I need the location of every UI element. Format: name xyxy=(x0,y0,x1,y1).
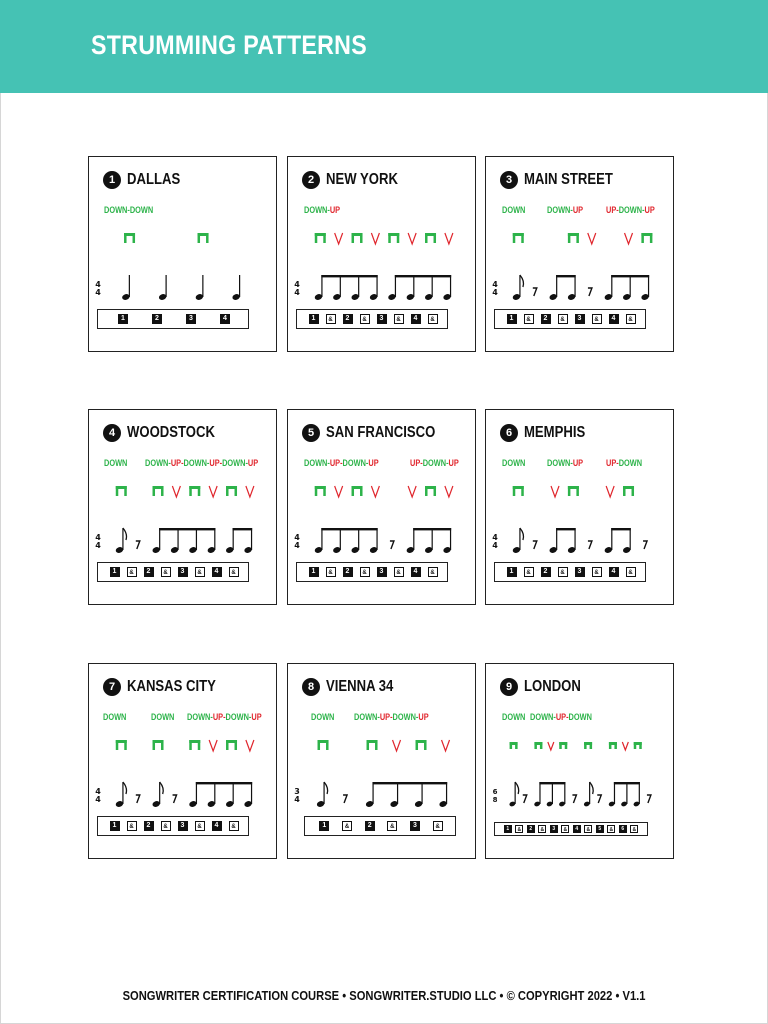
down-strum-icon xyxy=(425,233,436,243)
strum-label xyxy=(304,205,340,215)
count-beat-box: 2 xyxy=(144,821,154,831)
card-header xyxy=(500,422,599,444)
count-beat-box: 3 xyxy=(377,567,387,577)
down-strum-icon xyxy=(584,742,592,749)
count-and-box: & xyxy=(326,314,336,324)
eighth-rest xyxy=(588,541,592,549)
count-beat-box: 2 xyxy=(527,825,535,833)
up-label-part: UP- xyxy=(410,458,423,468)
time-sig-bottom: 4 xyxy=(95,541,101,550)
page-footer xyxy=(0,988,768,1003)
strum-notation xyxy=(89,732,278,822)
up-label-part: UP xyxy=(418,712,429,722)
strum-label xyxy=(547,205,583,215)
up-strum-icon xyxy=(393,740,401,751)
down-strum-icon xyxy=(153,486,164,496)
up-strum-icon xyxy=(445,486,453,497)
count-beat-box: 2 xyxy=(343,567,353,577)
count-beat-box: 5 xyxy=(596,825,604,833)
up-strum-icon xyxy=(371,233,379,244)
strum-label xyxy=(606,205,655,215)
count-beat-box: 1 xyxy=(118,314,128,324)
count-and-box: & xyxy=(195,567,205,577)
up-label-part: UP xyxy=(329,205,341,215)
down-strum-icon xyxy=(634,742,642,749)
strum-notation xyxy=(89,225,278,315)
count-beat-box: 2 xyxy=(365,821,375,831)
down-strum-icon xyxy=(425,486,436,496)
count-beat-box: 3 xyxy=(410,821,420,831)
up-label-part: UP xyxy=(251,712,262,722)
pattern-number-badge: 2 xyxy=(302,171,320,189)
down-strum-icon xyxy=(226,486,237,496)
pattern-number-badge: 6 xyxy=(500,424,518,442)
pattern-title: MAIN STREET xyxy=(524,171,613,188)
beam xyxy=(413,528,451,530)
down-strum-icon xyxy=(568,486,579,496)
up-strum-icon xyxy=(588,233,596,244)
count-strip xyxy=(97,562,249,582)
strum-notation xyxy=(486,478,675,568)
time-sig-bottom: 4 xyxy=(95,288,101,297)
count-and-box: & xyxy=(592,567,602,577)
down-label-part: DOWN xyxy=(502,205,526,215)
up-label-part: UP- xyxy=(209,458,223,468)
pattern-title: LONDON xyxy=(524,678,581,695)
count-and-box: & xyxy=(561,825,569,833)
strum-label xyxy=(104,205,153,215)
pattern-card xyxy=(485,409,674,605)
pattern-title: SAN FRANCISCO xyxy=(326,424,436,441)
strum-label xyxy=(410,458,459,468)
strum-label xyxy=(530,712,592,722)
strum-label xyxy=(354,712,429,722)
down-label-part: DOWN- xyxy=(618,205,645,215)
down-strum-icon xyxy=(318,740,329,750)
time-sig-top: 4 xyxy=(95,533,101,542)
down-strum-icon xyxy=(226,740,237,750)
count-and-box: & xyxy=(229,567,239,577)
up-strum-icon xyxy=(335,233,343,244)
up-label-part: UP- xyxy=(212,712,226,722)
beam xyxy=(395,275,451,277)
pattern-title: KANSAS CITY xyxy=(127,678,216,695)
count-and-box: & xyxy=(161,567,171,577)
up-label-part: UP- xyxy=(170,458,184,468)
down-label-part: DOWN xyxy=(502,712,526,722)
time-signature xyxy=(492,280,498,297)
eighth-rest xyxy=(390,541,394,549)
strum-label xyxy=(606,458,642,468)
time-signature xyxy=(95,280,101,297)
count-beat-box: 2 xyxy=(144,567,154,577)
down-strum-icon xyxy=(352,233,363,243)
card-header xyxy=(103,169,192,191)
up-strum-icon xyxy=(209,740,217,751)
card-header xyxy=(103,422,234,444)
time-signature xyxy=(294,280,300,297)
count-beat-box: 3 xyxy=(575,567,585,577)
strum-notation xyxy=(486,225,675,315)
eighth-rest xyxy=(173,795,177,803)
down-label-part: DOWN- xyxy=(547,205,573,215)
pattern-title: NEW YORK xyxy=(326,171,398,188)
eighth-rest xyxy=(136,541,140,549)
count-beat-box: 4 xyxy=(220,314,230,324)
count-beat-box: 3 xyxy=(178,821,188,831)
beam xyxy=(556,275,576,277)
footer-text: SONGWRITER CERTIFICATION COURSE • SONGWRITER.STUDIO LLC • © COPYRIGHT 2022 • V1.1 xyxy=(122,988,646,1003)
count-and-box: & xyxy=(342,821,352,831)
strum-label xyxy=(145,458,258,468)
time-sig-bottom: 4 xyxy=(492,288,498,297)
count-and-box: & xyxy=(607,825,615,833)
down-strum-icon xyxy=(416,740,427,750)
count-strip xyxy=(494,309,646,329)
count-and-box: & xyxy=(360,567,370,577)
count-and-box: & xyxy=(584,825,592,833)
down-label-part: DOWN- xyxy=(304,205,330,215)
strum-label xyxy=(104,458,127,468)
up-strum-icon xyxy=(445,233,453,244)
time-sig-bottom: 4 xyxy=(294,288,300,297)
time-signature xyxy=(493,788,498,804)
up-label-part: UP- xyxy=(555,712,569,722)
count-beat-box: 4 xyxy=(411,567,421,577)
eighth-rest xyxy=(643,541,647,549)
beam xyxy=(614,782,640,784)
count-beat-box: 4 xyxy=(411,314,421,324)
strum-label xyxy=(502,712,525,722)
pattern-number-badge: 1 xyxy=(103,171,121,189)
page-title: STRUMMING PATTERNS xyxy=(91,30,367,60)
down-strum-icon xyxy=(559,742,567,749)
down-label-part: DOWN- xyxy=(187,712,213,722)
strum-notation xyxy=(486,732,675,822)
count-beat-box: 2 xyxy=(541,567,551,577)
down-label-part: DOWN- xyxy=(422,458,449,468)
eighth-rest xyxy=(647,795,651,803)
strum-notation xyxy=(288,478,477,568)
pattern-number-badge: 9 xyxy=(500,678,518,696)
count-and-box: & xyxy=(127,821,137,831)
count-beat-box: 3 xyxy=(575,314,585,324)
down-strum-icon xyxy=(367,740,378,750)
down-label-part: DOWN xyxy=(502,458,526,468)
beam xyxy=(159,528,215,530)
strum-label xyxy=(502,205,525,215)
beam xyxy=(196,782,252,784)
time-sig-bottom: 4 xyxy=(294,795,300,804)
count-strip xyxy=(296,562,448,582)
page-header xyxy=(0,0,768,93)
pattern-number-badge: 8 xyxy=(302,678,320,696)
down-label-part: DOWN xyxy=(568,712,592,722)
count-and-box: & xyxy=(524,314,534,324)
pattern-title: DALLAS xyxy=(127,171,181,188)
up-strum-icon xyxy=(606,486,614,497)
count-and-box: & xyxy=(515,825,523,833)
beam xyxy=(556,528,576,530)
pattern-card xyxy=(287,409,476,605)
down-strum-icon xyxy=(315,233,326,243)
down-strum-icon xyxy=(116,740,127,750)
count-and-box: & xyxy=(630,825,638,833)
up-strum-icon xyxy=(246,740,254,751)
count-beat-box: 4 xyxy=(609,567,619,577)
down-label-part: DOWN- xyxy=(225,712,252,722)
count-strip xyxy=(494,822,648,836)
pattern-number-badge: 4 xyxy=(103,424,121,442)
up-strum-icon xyxy=(548,742,554,750)
down-strum-icon xyxy=(513,486,524,496)
down-label-part: DOWN- xyxy=(183,458,210,468)
down-strum-icon xyxy=(198,233,209,243)
up-label-part: UP- xyxy=(379,712,393,722)
down-label-part: DOWN- xyxy=(342,458,369,468)
time-sig-top: 4 xyxy=(294,280,300,289)
count-and-box: & xyxy=(592,314,602,324)
down-label-part: DOWN- xyxy=(304,458,330,468)
pattern-card xyxy=(88,409,277,605)
time-sig-bottom: 8 xyxy=(492,796,498,804)
down-strum-icon xyxy=(352,486,363,496)
down-strum-icon xyxy=(116,486,127,496)
count-and-box: & xyxy=(195,821,205,831)
card-header xyxy=(500,169,632,191)
eighth-rest xyxy=(597,795,601,803)
strum-label xyxy=(311,712,334,722)
up-label-part: UP- xyxy=(606,205,619,215)
time-sig-top: 4 xyxy=(95,787,101,796)
beam xyxy=(611,528,631,530)
count-beat-box: 4 xyxy=(212,567,222,577)
time-signature xyxy=(95,787,101,804)
pattern-card xyxy=(88,156,277,352)
pattern-card xyxy=(287,663,476,859)
count-beat-box: 1 xyxy=(507,314,517,324)
down-label-part: DOWN- xyxy=(145,458,171,468)
time-signature xyxy=(294,787,300,804)
pattern-number-badge: 7 xyxy=(103,678,121,696)
time-sig-top: 4 xyxy=(492,280,498,289)
down-label-part: DOWN xyxy=(104,458,128,468)
down-label-part: DOWN- xyxy=(222,458,248,468)
strum-notation xyxy=(288,732,477,822)
count-and-box: & xyxy=(433,821,443,831)
time-sig-top: 4 xyxy=(294,533,300,542)
time-sig-top: 3 xyxy=(294,787,300,796)
count-and-box: & xyxy=(127,567,137,577)
count-and-box: & xyxy=(428,567,438,577)
down-label-part: DOWN- xyxy=(530,712,556,722)
strum-notation xyxy=(288,225,477,315)
pattern-card xyxy=(287,156,476,352)
count-beat-box: 3 xyxy=(186,314,196,324)
count-and-box: & xyxy=(161,821,171,831)
down-label-part: DOWN xyxy=(311,712,335,722)
down-strum-icon xyxy=(641,233,652,243)
count-beat-box: 1 xyxy=(504,825,512,833)
pattern-card xyxy=(88,663,277,859)
time-signature xyxy=(492,533,498,550)
strum-notation xyxy=(89,478,278,568)
up-strum-icon xyxy=(442,740,450,751)
count-strip xyxy=(494,562,646,582)
count-and-box: & xyxy=(558,314,568,324)
card-header xyxy=(302,676,408,698)
strum-label xyxy=(187,712,262,722)
down-strum-icon xyxy=(189,486,200,496)
up-label-part: UP- xyxy=(329,458,343,468)
count-and-box: & xyxy=(387,821,397,831)
count-and-box: & xyxy=(428,314,438,324)
down-label-part: DOWN xyxy=(103,712,127,722)
strum-label xyxy=(304,458,379,468)
time-sig-top: 4 xyxy=(95,280,101,289)
count-beat-box: 1 xyxy=(309,314,319,324)
pattern-number-badge: 3 xyxy=(500,171,518,189)
up-strum-icon xyxy=(408,486,416,497)
strum-label xyxy=(502,458,525,468)
up-label-part: UP xyxy=(572,205,584,215)
card-header xyxy=(103,676,235,698)
down-label-part: DOWN- xyxy=(547,458,573,468)
eighth-rest xyxy=(533,288,537,296)
beam xyxy=(372,782,447,784)
pattern-card xyxy=(485,156,674,352)
beam xyxy=(321,528,377,530)
time-sig-bottom: 4 xyxy=(294,541,300,550)
down-strum-icon xyxy=(623,486,634,496)
down-label-part: DOWN-DOWN xyxy=(104,205,154,215)
strum-label xyxy=(151,712,174,722)
up-strum-icon xyxy=(172,486,180,497)
count-beat-box: 4 xyxy=(609,314,619,324)
count-strip xyxy=(97,309,249,329)
count-beat-box: 2 xyxy=(152,314,162,324)
count-beat-box: 6 xyxy=(619,825,627,833)
count-strip xyxy=(296,309,448,329)
count-beat-box: 1 xyxy=(110,821,120,831)
up-strum-icon xyxy=(371,486,379,497)
count-and-box: & xyxy=(626,567,636,577)
count-beat-box: 1 xyxy=(507,567,517,577)
down-label-part: DOWN- xyxy=(392,712,419,722)
beam xyxy=(611,275,649,277)
strum-label xyxy=(103,712,126,722)
card-header xyxy=(302,169,414,191)
up-label-part: UP xyxy=(247,458,259,468)
down-strum-icon xyxy=(189,740,200,750)
time-sig-bottom: 4 xyxy=(492,541,498,550)
time-signature xyxy=(95,533,101,550)
up-strum-icon xyxy=(408,233,416,244)
up-strum-icon xyxy=(335,486,343,497)
card-header xyxy=(302,422,459,444)
pattern-number-badge: 5 xyxy=(302,424,320,442)
count-beat-box: 4 xyxy=(212,821,222,831)
count-beat-box: 2 xyxy=(541,314,551,324)
count-beat-box: 1 xyxy=(110,567,120,577)
down-strum-icon xyxy=(510,742,518,749)
count-beat-box: 1 xyxy=(309,567,319,577)
beam xyxy=(539,782,565,784)
count-and-box: & xyxy=(394,314,404,324)
pattern-title: WOODSTOCK xyxy=(127,424,215,441)
count-and-box: & xyxy=(394,567,404,577)
count-strip xyxy=(97,816,249,836)
eighth-rest xyxy=(523,795,527,803)
down-label-part: DOWN xyxy=(151,712,175,722)
down-strum-icon xyxy=(153,740,164,750)
eighth-rest xyxy=(136,795,140,803)
up-strum-icon xyxy=(209,486,217,497)
time-sig-bottom: 4 xyxy=(95,795,101,804)
up-label-part: UP xyxy=(448,458,459,468)
down-strum-icon xyxy=(568,233,579,243)
up-strum-icon xyxy=(622,742,628,750)
count-beat-box: 4 xyxy=(573,825,581,833)
count-and-box: & xyxy=(360,314,370,324)
up-strum-icon xyxy=(246,486,254,497)
count-and-box: & xyxy=(326,567,336,577)
down-label-part: DOWN- xyxy=(354,712,380,722)
down-strum-icon xyxy=(609,742,617,749)
card-header xyxy=(500,676,593,698)
count-beat-box: 3 xyxy=(550,825,558,833)
up-label-part: UP- xyxy=(606,458,619,468)
down-strum-icon xyxy=(124,233,135,243)
up-strum-icon xyxy=(551,486,559,497)
up-label-part: UP xyxy=(572,458,584,468)
count-and-box: & xyxy=(524,567,534,577)
time-sig-top: 6 xyxy=(492,788,498,796)
count-beat-box: 1 xyxy=(319,821,329,831)
pattern-card xyxy=(485,663,674,859)
down-strum-icon xyxy=(534,742,542,749)
time-signature xyxy=(294,533,300,550)
beam xyxy=(233,528,253,530)
count-and-box: & xyxy=(558,567,568,577)
pattern-title: MEMPHIS xyxy=(524,424,586,441)
count-beat-box: 3 xyxy=(377,314,387,324)
count-and-box: & xyxy=(229,821,239,831)
beam xyxy=(321,275,377,277)
count-and-box: & xyxy=(626,314,636,324)
down-strum-icon xyxy=(388,233,399,243)
strum-label xyxy=(547,458,583,468)
time-sig-top: 4 xyxy=(492,533,498,542)
down-label-part: DOWN xyxy=(618,458,643,468)
eighth-rest xyxy=(533,541,537,549)
count-beat-box: 2 xyxy=(343,314,353,324)
count-strip xyxy=(304,816,456,836)
count-and-box: & xyxy=(538,825,546,833)
eighth-rest xyxy=(588,288,592,296)
eighth-rest xyxy=(343,795,347,803)
count-beat-box: 3 xyxy=(178,567,188,577)
up-strum-icon xyxy=(625,233,633,244)
down-strum-icon xyxy=(315,486,326,496)
eighth-rest xyxy=(572,795,576,803)
down-strum-icon xyxy=(513,233,524,243)
up-label-part: UP xyxy=(644,205,655,215)
pattern-title: VIENNA 34 xyxy=(326,678,394,695)
up-label-part: UP xyxy=(368,458,379,468)
